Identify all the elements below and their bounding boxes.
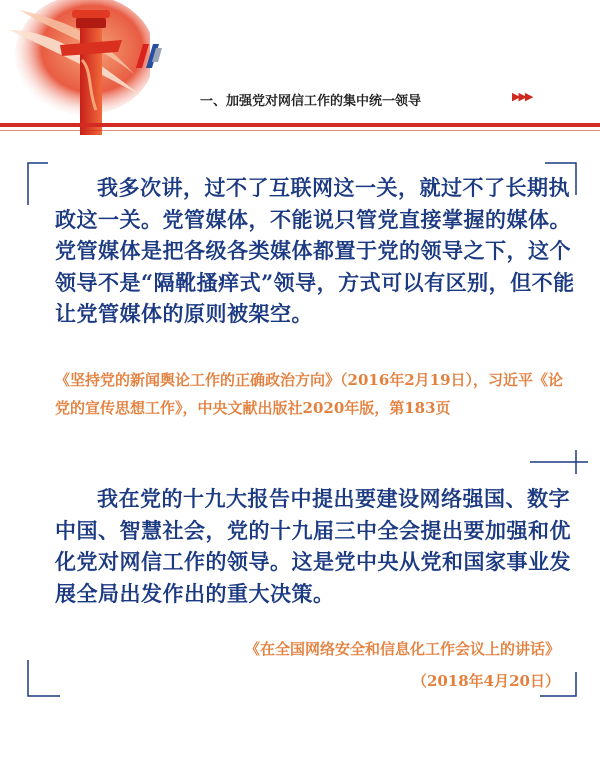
quote-paragraph-2 (55, 483, 575, 609)
quote-text-1: 我多次讲，过不了互联网这一关，就过不了长期执政这一关。党管媒体，不能说只管党直接掌握的媒体。党管媒体是把各级各类媒体都置于党的领导之下，这个领导不是“隔靴搔痒式”领导，方式可以有区别，但不能让党管媒体的原则被架空。 (55, 175, 575, 326)
header-divider-thin (0, 130, 600, 131)
quote-source-2: 《在全国网络安全和信息化工作会议上的讲话》 (244, 640, 560, 658)
huabiao-column-emblem (0, 0, 150, 140)
top-left-bracket (28, 163, 48, 205)
quote-text-2: 我在党的十九大报告中提出要建设网络强国、数字中国、智慧社会，党的十九届三中全会提出要加强和优化党对网信工作的领导。这是党中央从党和国家事业发展全局出发作出的重大决策。 (55, 486, 571, 606)
quote-date-2: （2018年4月20日） (411, 672, 560, 690)
header-divider (0, 123, 600, 127)
quote-source-1: 《坚持党的新闻舆论工作的正确政治方向》（2016年2月19日），习近平《论党的宣传思想工作》，中央文献出版社2020年版，第183页 (55, 371, 564, 417)
slash-logo-icon (134, 38, 164, 72)
bottom-left-bracket (28, 660, 60, 696)
header (0, 0, 600, 140)
triple-arrow-icon: ▶▶▶ (512, 90, 532, 103)
section-title: 一、加强党对网信工作的集中统一领导 (200, 94, 422, 109)
quote-paragraph-1 (55, 172, 575, 330)
